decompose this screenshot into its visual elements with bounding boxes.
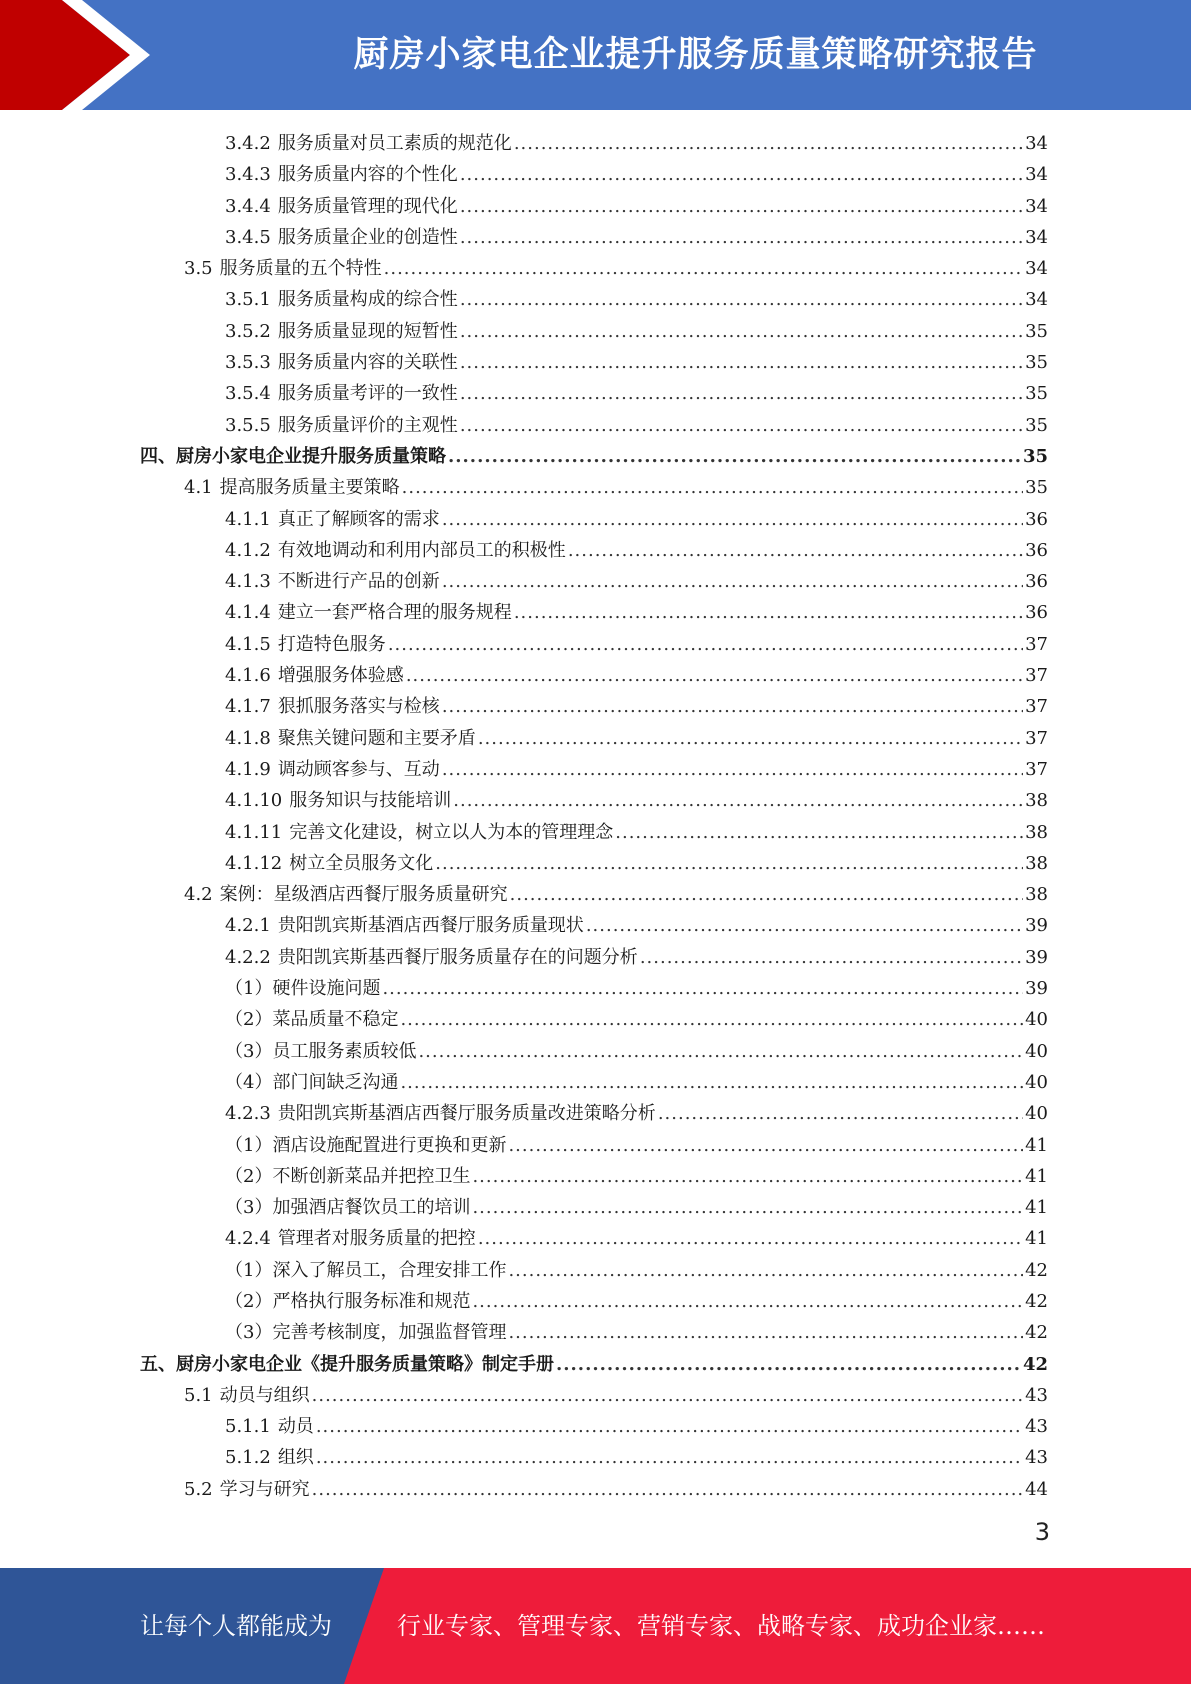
toc-entry-text: 案例：星级酒店西餐厅服务质量研究 — [219, 884, 508, 906]
toc-entry[interactable] — [140, 410, 1048, 441]
toc-entry[interactable] — [140, 1161, 1048, 1192]
toc-entry-text: 组织 — [277, 1447, 314, 1469]
toc-entry-number: 4.1.7 — [225, 696, 271, 718]
toc-entry-text: 服务质量评价的主观性 — [277, 414, 458, 436]
toc-dot-leader — [658, 1098, 1023, 1129]
toc-dot-leader — [472, 1286, 1023, 1317]
toc-entry-text: 动员 — [277, 1416, 314, 1438]
toc-entry-text: （2）严格执行服务标准和规范 — [225, 1290, 471, 1312]
toc-entry-page: 43 — [1025, 1384, 1048, 1406]
toc-entry[interactable] — [140, 472, 1048, 503]
toc-entry-text: 有效地调动和利用内部员工的积极性 — [277, 539, 566, 561]
toc-entry-title — [184, 1380, 310, 1411]
toc-entry-page: 41 — [1025, 1165, 1048, 1187]
toc-entry-title — [225, 1411, 314, 1442]
toc-dot-leader — [384, 253, 1023, 284]
toc-entry-page: 43 — [1025, 1447, 1048, 1469]
toc-entry-number: 3.4.4 — [225, 195, 271, 217]
header-chevron-decoration — [0, 0, 220, 110]
toc-dot-leader — [388, 629, 1023, 660]
toc-entry-page: 37 — [1025, 758, 1048, 780]
toc-entry-title — [225, 378, 458, 409]
toc-entry-page: 36 — [1025, 602, 1048, 624]
toc-entry-title — [140, 1349, 554, 1380]
toc-entry-text: 四、厨房小家电企业提升服务质量策略 — [140, 445, 446, 467]
table-of-contents — [140, 128, 1048, 1505]
toc-entry-text: 服务质量的五个特性 — [219, 258, 382, 280]
toc-entry-text: 服务质量内容的个性化 — [277, 164, 458, 186]
toc-entry-title — [225, 1255, 506, 1286]
toc-entry-page: 36 — [1025, 539, 1048, 561]
toc-dot-leader — [508, 1130, 1023, 1161]
page-footer — [0, 1568, 1191, 1684]
toc-entry-number: 4.1.11 — [225, 821, 283, 843]
toc-entry-number: 3.5.1 — [225, 289, 271, 311]
toc-dot-leader — [508, 1255, 1023, 1286]
toc-entry-page: 41 — [1025, 1134, 1048, 1156]
toc-dot-leader — [460, 284, 1023, 315]
toc-entry[interactable] — [140, 1098, 1048, 1129]
footer-slogan-left: 让每个人都能成为 — [140, 1612, 332, 1640]
toc-entry-title — [225, 597, 512, 628]
toc-entry-text: 提高服务质量主要策略 — [219, 477, 400, 499]
toc-entry-page: 42 — [1022, 1353, 1048, 1375]
toc-entry-title — [225, 1317, 506, 1348]
toc-entry-number: 3.5.2 — [225, 320, 271, 342]
toc-entry[interactable] — [140, 1349, 1048, 1380]
toc-entry-number: 4.1.9 — [225, 758, 271, 780]
toc-entry[interactable] — [140, 1223, 1048, 1254]
toc-entry-number: 3.4.2 — [225, 133, 271, 154]
toc-entry-page: 35 — [1025, 477, 1048, 499]
toc-dot-leader — [460, 378, 1023, 409]
toc-entry-page: 35 — [1025, 320, 1048, 342]
toc-entry-text: 服务质量内容的关联性 — [277, 352, 458, 374]
toc-entry-page: 40 — [1025, 1009, 1048, 1031]
toc-dot-leader — [316, 1411, 1023, 1442]
toc-dot-leader — [510, 879, 1023, 910]
toc-entry-text: （4）部门间缺乏沟通 — [225, 1071, 399, 1093]
toc-entry-text: 增强服务体验感 — [277, 665, 404, 687]
toc-entry-title — [184, 1474, 310, 1505]
toc-dot-leader — [460, 347, 1023, 378]
toc-entry[interactable] — [140, 1411, 1048, 1442]
toc-entry-number: 4.1.1 — [225, 508, 271, 530]
toc-entry-title — [225, 785, 451, 816]
toc-entry[interactable] — [140, 504, 1048, 535]
toc-entry[interactable] — [140, 691, 1048, 722]
toc-entry-number: 5.1.2 — [225, 1447, 271, 1469]
toc-entry-text: 贵阳凯宾斯基酒店西餐厅服务质量改进策略分析 — [277, 1103, 656, 1125]
toc-entry-text: 不断进行产品的创新 — [277, 571, 440, 593]
toc-entry-title — [225, 1067, 398, 1098]
toc-entry-text: （1）酒店设施配置进行更换和更新 — [225, 1134, 507, 1156]
toc-entry-page: 42 — [1025, 1259, 1048, 1281]
toc-entry[interactable] — [140, 1380, 1048, 1411]
toc-dot-leader — [615, 817, 1023, 848]
document-title: 厨房小家电企业提升服务质量策略研究报告 — [353, 35, 1038, 75]
toc-entry-title — [225, 691, 440, 722]
toc-entry-title — [225, 191, 458, 222]
toc-entry-text: （2）不断创新菜品并把控卫生 — [225, 1165, 471, 1187]
toc-entry-title — [225, 1223, 476, 1254]
toc-entry-title — [225, 316, 458, 347]
toc-entry-text: 狠抓服务落实与检核 — [277, 696, 440, 718]
toc-dot-leader — [478, 1223, 1023, 1254]
toc-entry[interactable] — [140, 128, 1048, 159]
toc-entry-title — [225, 222, 458, 253]
page-header — [0, 0, 1191, 110]
toc-entry-text: 完善文化建设，树立以人为本的管理理念 — [289, 821, 614, 843]
toc-entry-text: 五、厨房小家电企业《提升服务质量策略》制定手册 — [140, 1353, 554, 1375]
toc-entry-number: 3.5.3 — [225, 352, 271, 374]
toc-entry-number: 4.2.2 — [225, 946, 271, 968]
toc-entry-title — [140, 441, 446, 472]
toc-entry[interactable] — [140, 1192, 1048, 1223]
toc-entry-text: 服务质量管理的现代化 — [277, 195, 458, 217]
toc-entry-page: 39 — [1025, 946, 1048, 968]
toc-entry-text: （2）菜品质量不稳定 — [225, 1009, 399, 1031]
toc-entry-title — [225, 1192, 470, 1223]
toc-entry-page: 38 — [1025, 852, 1048, 874]
toc-entry[interactable] — [140, 1286, 1048, 1317]
toc-entry-text: 树立全员服务文化 — [289, 852, 434, 874]
toc-entry-page: 36 — [1025, 508, 1048, 530]
toc-dot-leader — [442, 504, 1023, 535]
toc-entry-title — [225, 566, 440, 597]
toc-entry[interactable] — [140, 253, 1048, 284]
toc-entry-number: 4.1.10 — [225, 790, 283, 812]
toc-entry-page: 38 — [1025, 821, 1048, 843]
toc-entry[interactable] — [140, 754, 1048, 785]
toc-entry-title — [225, 629, 386, 660]
toc-entry[interactable] — [140, 942, 1048, 973]
toc-dot-leader — [402, 472, 1023, 503]
footer-slogan-right: 行业专家、管理专家、营销专家、战略专家、成功企业家…… — [397, 1612, 1045, 1640]
toc-entry-page: 35 — [1025, 352, 1048, 374]
toc-entry-title — [225, 848, 433, 879]
toc-entry-title — [225, 410, 458, 441]
toc-entry-page: 34 — [1025, 164, 1048, 186]
toc-entry-number: 4.2.1 — [225, 915, 271, 937]
toc-dot-leader — [442, 566, 1023, 597]
toc-entry-title — [184, 253, 382, 284]
toc-entry-number: 4.2.3 — [225, 1103, 271, 1125]
toc-entry-text: 服务质量显现的短暂性 — [277, 320, 458, 342]
toc-entry-title — [225, 1004, 398, 1035]
toc-dot-leader — [514, 597, 1023, 628]
toc-entry-number: 5.1 — [184, 1384, 213, 1406]
toc-entry-number: 3.5.5 — [225, 414, 271, 436]
toc-entry-title — [225, 1442, 314, 1473]
toc-dot-leader — [312, 1474, 1023, 1505]
toc-entry[interactable] — [140, 1442, 1048, 1473]
toc-entry-page: 40 — [1025, 1103, 1048, 1125]
toc-entry-title — [225, 942, 638, 973]
toc-entry-title — [225, 535, 566, 566]
toc-dot-leader — [312, 1380, 1023, 1411]
toc-entry-page: 37 — [1025, 633, 1048, 655]
toc-dot-leader — [586, 910, 1023, 941]
toc-entry-text: 贵阳凯宾斯基西餐厅服务质量存在的问题分析 — [277, 946, 638, 968]
toc-entry-text: 服务质量构成的综合性 — [277, 289, 458, 311]
toc-entry-title — [225, 347, 458, 378]
toc-entry-number: 4.1 — [184, 477, 213, 499]
toc-entry-title — [225, 1161, 470, 1192]
toc-entry[interactable] — [140, 1255, 1048, 1286]
toc-entry[interactable] — [140, 848, 1048, 879]
toc-dot-leader — [460, 222, 1023, 253]
toc-dot-leader — [400, 1004, 1023, 1035]
toc-dot-leader — [472, 1161, 1023, 1192]
toc-entry-text: 打造特色服务 — [277, 633, 386, 655]
toc-dot-leader — [460, 316, 1023, 347]
toc-dot-leader — [568, 535, 1023, 566]
toc-entry-title — [225, 660, 404, 691]
toc-dot-leader — [640, 942, 1023, 973]
toc-entry-number: 4.1.6 — [225, 665, 271, 687]
toc-entry-title — [225, 754, 440, 785]
toc-entry-page: 37 — [1025, 665, 1048, 687]
toc-entry-page: 34 — [1025, 258, 1048, 280]
toc-entry[interactable] — [140, 1130, 1048, 1161]
toc-dot-leader — [442, 754, 1023, 785]
toc-entry-text: （3）加强酒店餐饮员工的培训 — [225, 1197, 471, 1219]
toc-entry-page: 43 — [1025, 1416, 1048, 1438]
toc-entry[interactable] — [140, 817, 1048, 848]
toc-entry-text: 真正了解顾客的需求 — [277, 508, 440, 530]
toc-entry-title — [225, 817, 613, 848]
toc-entry-page: 34 — [1025, 226, 1048, 248]
toc-entry-text: （1）深入了解员工，合理安排工作 — [225, 1259, 507, 1281]
toc-entry-text: 贵阳凯宾斯基酒店西餐厅服务质量现状 — [277, 915, 584, 937]
toc-entry-title — [225, 1286, 470, 1317]
toc-entry[interactable] — [140, 159, 1048, 190]
toc-entry-number: 4.1.5 — [225, 633, 271, 655]
toc-entry-page: 37 — [1025, 727, 1048, 749]
toc-entry[interactable] — [140, 222, 1048, 253]
toc-entry-title — [225, 1098, 656, 1129]
toc-dot-leader — [453, 785, 1023, 816]
toc-entry-title — [225, 910, 584, 941]
toc-entry-text: 服务质量企业的创造性 — [277, 226, 458, 248]
toc-entry-text: 动员与组织 — [219, 1384, 310, 1406]
toc-entry[interactable] — [140, 284, 1048, 315]
toc-entry-page: 42 — [1025, 1290, 1048, 1312]
toc-entry[interactable] — [140, 191, 1048, 222]
toc-entry-number: 3.4.3 — [225, 164, 271, 186]
toc-entry-text: 聚焦关键问题和主要矛盾 — [277, 727, 476, 749]
toc-entry-page: 40 — [1025, 1040, 1048, 1062]
toc-dot-leader — [460, 191, 1023, 222]
toc-entry-page: 44 — [1025, 1478, 1048, 1500]
toc-entry-number: 4.2 — [184, 884, 213, 906]
toc-dot-leader — [472, 1192, 1023, 1223]
toc-dot-leader — [418, 1036, 1023, 1067]
toc-entry-title — [225, 159, 458, 190]
toc-entry-text: 服务质量考评的一致性 — [277, 383, 458, 405]
toc-entry[interactable] — [140, 785, 1048, 816]
toc-entry-text: （3）完善考核制度，加强监督管理 — [225, 1322, 507, 1344]
toc-dot-leader — [508, 1317, 1023, 1348]
toc-entry-title — [225, 723, 476, 754]
toc-entry-page: 37 — [1025, 696, 1048, 718]
toc-entry-text: 服务知识与技能培训 — [289, 790, 452, 812]
toc-entry[interactable] — [140, 1067, 1048, 1098]
toc-entry-number: 3.5 — [184, 258, 213, 280]
toc-entry[interactable] — [140, 378, 1048, 409]
toc-entry-number: 4.1.3 — [225, 571, 271, 593]
toc-dot-leader — [460, 410, 1023, 441]
toc-entry-text: 服务质量对员工素质的规范化 — [277, 133, 512, 154]
toc-entry[interactable] — [140, 660, 1048, 691]
toc-entry-text: （3）员工服务素质较低 — [225, 1040, 417, 1062]
toc-entry-text: （1）硬件设施问题 — [225, 978, 381, 1000]
toc-entry[interactable] — [140, 629, 1048, 660]
toc-dot-leader — [382, 973, 1023, 1004]
toc-dot-leader — [406, 660, 1023, 691]
toc-entry-page: 34 — [1025, 195, 1048, 217]
toc-entry-number: 4.2.4 — [225, 1228, 271, 1250]
toc-entry-page: 38 — [1025, 884, 1048, 906]
toc-dot-leader — [435, 848, 1023, 879]
toc-entry-number: 3.5.4 — [225, 383, 271, 405]
toc-entry-page: 35 — [1025, 414, 1048, 436]
toc-entry-title — [225, 1036, 416, 1067]
toc-entry-title — [225, 128, 512, 159]
toc-entry[interactable] — [140, 973, 1048, 1004]
toc-entry-page: 35 — [1025, 383, 1048, 405]
toc-entry-title — [184, 879, 508, 910]
toc-entry-text: 调动顾客参与、互动 — [277, 758, 440, 780]
toc-entry-number: 4.1.2 — [225, 539, 271, 561]
toc-entry-page: 39 — [1025, 915, 1048, 937]
page-number: 3 — [1034, 1518, 1050, 1546]
toc-entry-page: 40 — [1025, 1071, 1048, 1093]
toc-entry-page: 41 — [1025, 1228, 1048, 1250]
toc-entry-number: 5.2 — [184, 1478, 213, 1500]
toc-entry-page: 36 — [1025, 571, 1048, 593]
toc-entry[interactable] — [140, 1474, 1048, 1505]
toc-entry-title — [184, 472, 400, 503]
toc-dot-leader — [400, 1067, 1023, 1098]
toc-entry-page: 39 — [1025, 978, 1048, 1000]
toc-dot-leader — [556, 1349, 1021, 1380]
toc-entry-title — [225, 1130, 506, 1161]
toc-entry[interactable] — [140, 723, 1048, 754]
toc-entry[interactable] — [140, 1004, 1048, 1035]
toc-entry[interactable] — [140, 1317, 1048, 1348]
toc-entry[interactable] — [140, 910, 1048, 941]
toc-dot-leader — [316, 1442, 1023, 1473]
toc-entry-title — [225, 973, 380, 1004]
toc-entry-title — [225, 284, 458, 315]
toc-entry[interactable] — [140, 441, 1048, 472]
toc-entry[interactable] — [140, 597, 1048, 628]
toc-entry-page: 42 — [1025, 1322, 1048, 1344]
toc-dot-leader — [514, 128, 1023, 159]
toc-entry-number: 4.1.12 — [225, 852, 283, 874]
toc-entry-number: 4.1.8 — [225, 727, 271, 749]
toc-entry-page: 34 — [1025, 133, 1048, 154]
toc-dot-leader — [478, 723, 1023, 754]
toc-entry[interactable] — [140, 879, 1048, 910]
header-red-block — [0, 0, 130, 110]
toc-entry-page: 34 — [1025, 289, 1048, 311]
toc-dot-leader — [442, 691, 1023, 722]
toc-entry-page: 41 — [1025, 1197, 1048, 1219]
toc-entry[interactable] — [140, 1036, 1048, 1067]
toc-entry-text: 管理者对服务质量的把控 — [277, 1228, 476, 1250]
toc-entry-number: 5.1.1 — [225, 1416, 271, 1438]
toc-entry-page: 38 — [1025, 790, 1048, 812]
toc-entry[interactable] — [140, 316, 1048, 347]
toc-entry-title — [225, 504, 440, 535]
toc-entry-text: 学习与研究 — [219, 1478, 310, 1500]
toc-dot-leader — [448, 441, 1021, 472]
toc-dot-leader — [460, 159, 1023, 190]
toc-entry[interactable] — [140, 566, 1048, 597]
toc-entry-number: 3.4.5 — [225, 226, 271, 248]
toc-entry-text: 建立一套严格合理的服务规程 — [277, 602, 512, 624]
toc-entry[interactable] — [140, 535, 1048, 566]
toc-entry-number: 4.1.4 — [225, 602, 271, 624]
toc-entry[interactable] — [140, 347, 1048, 378]
toc-entry-page: 35 — [1022, 445, 1048, 467]
